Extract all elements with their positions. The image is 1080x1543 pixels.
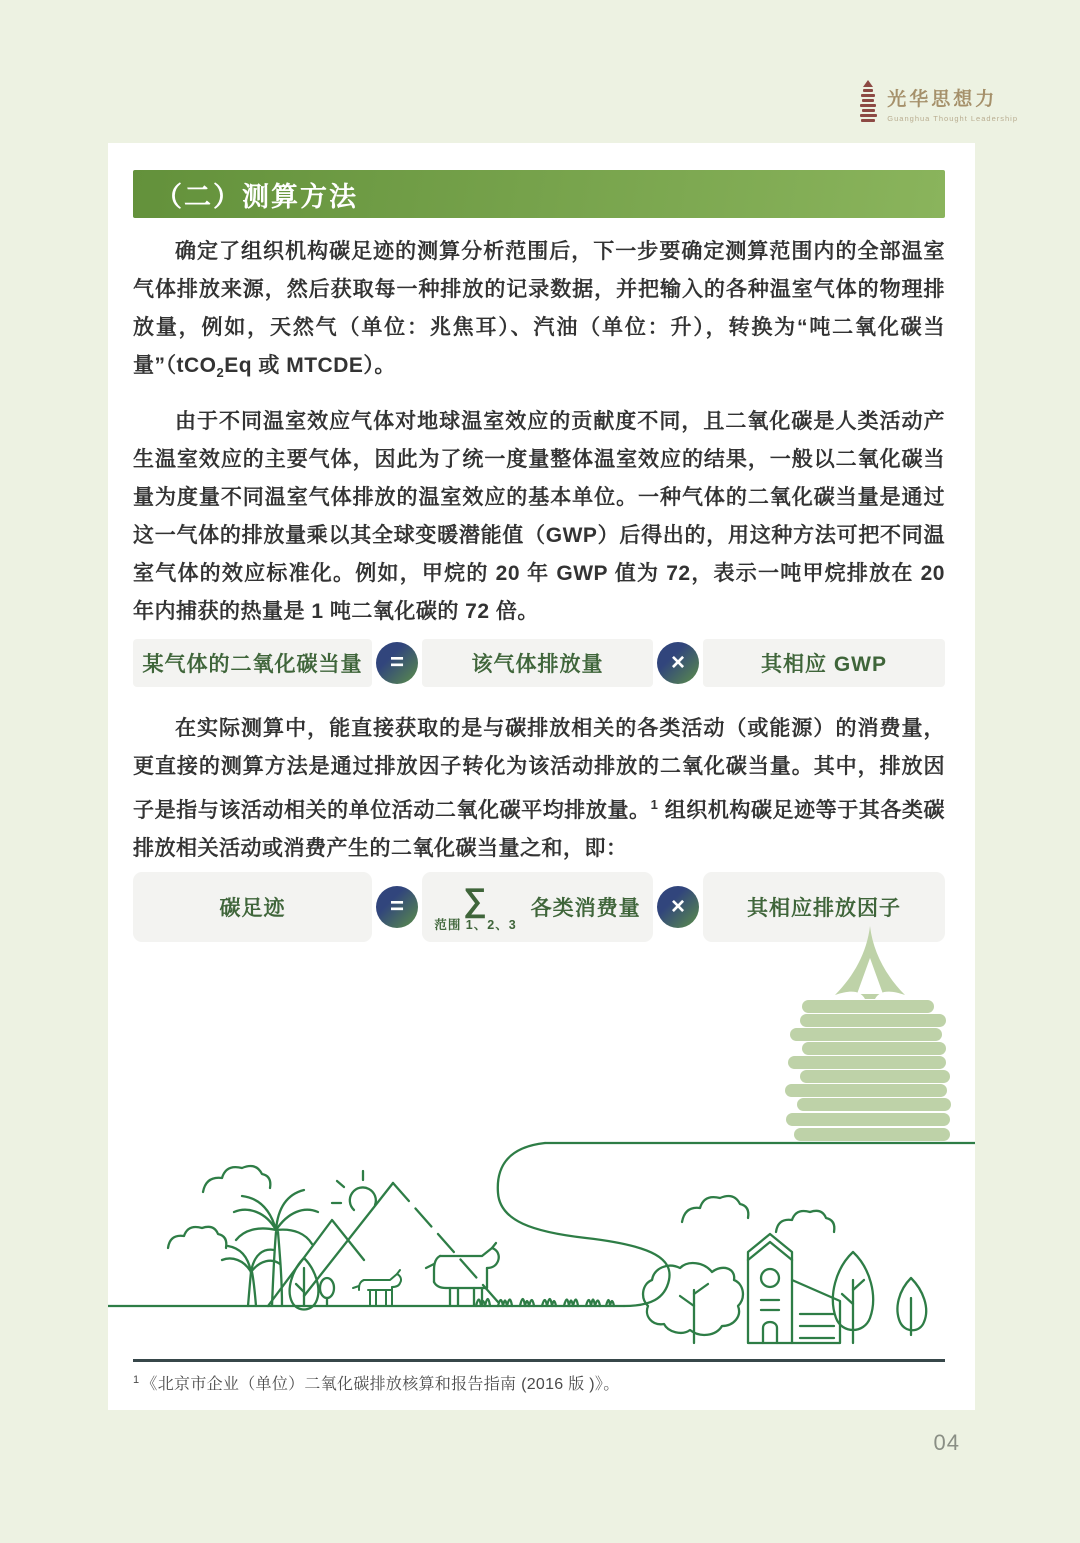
clouds-left xyxy=(168,1166,270,1248)
pagoda-illustration xyxy=(785,926,951,1141)
section-title: （二）测算方法 xyxy=(155,181,358,212)
sigma-icon: ∑ xyxy=(463,880,488,918)
s-curve-path xyxy=(498,1143,670,1306)
paragraph-3-text: 在实际测算中，能直接获取的是与碳排放相关的各类活动（或能源）的消费量，更直接的测算方法是通过排放因子转化为该活动排放的二氧化碳当量。其中，排放因子是指与该活动相关的单位活动二氧化碳平均排放量。 xyxy=(133,717,945,823)
formula-gwp xyxy=(133,639,945,687)
paragraph-1-text: 确定了组织机构碳足迹的测算分析范围后，下一步要确定测算范围内的全部温室气体排放来源，然后获取每一种排放的记录数据，并把输入的各种温室气体的物理排放量，例如，天然气（单位：兆焦耳）、汽油（单位：升），转换为“吨二氧化碳当量”（tCO xyxy=(133,240,945,377)
cow-large xyxy=(426,1243,499,1305)
logo-text xyxy=(887,89,1018,123)
equals-icon: = xyxy=(376,886,418,928)
section-header-bar xyxy=(133,170,945,218)
formula2-right-box: 其相应排放因子 xyxy=(703,872,945,942)
formula1-right-box: 其相应 GWP xyxy=(703,639,945,687)
multiply-icon: × xyxy=(657,642,699,684)
cow-small xyxy=(353,1270,401,1305)
equals-icon: = xyxy=(376,642,418,684)
co2-subscript: 2 xyxy=(216,365,225,381)
paragraph-1-tail: Eq 或 MTCDE）。 xyxy=(224,354,396,377)
logo-english-name: Guanghua Thought Leadership xyxy=(887,114,1018,123)
logo-pagoda-icon xyxy=(858,80,878,132)
footnote-number: 1 xyxy=(133,1373,140,1386)
paragraph-3-tail: 组织机构碳足迹等于其各类碳排放相关活动或消费产生的二氧化碳当量之和，即： xyxy=(133,799,945,861)
footnote-ref-marker: 1 xyxy=(650,797,659,813)
multiply-icon: × xyxy=(657,886,699,928)
sigma-scope-label: 范围 1、2、3 xyxy=(434,917,517,932)
content-card xyxy=(108,143,975,1410)
round-tree xyxy=(643,1263,743,1343)
clouds-right xyxy=(682,1196,834,1232)
logo-chinese-name: 光华思想力 xyxy=(887,89,998,110)
paragraph-2: 由于不同温室效应气体对地球温室效应的贡献度不同，且二氧化碳是人类活动产生温室效应的主要气体，因此为了统一度量整体温室效应的结果，一般以二氧化碳当量为度量不同温室气体排放的温室效应的基本单位。一种气体的二氧化碳当量是通过这一气体的排放量乘以其全球变暖潜能值（GWP）后得出的，用这种方法可把不同温室气体的效应标准化。例如，甲烷的 20 年 GWP 值为 72，表示一吨甲烷排放在 20 年内捕获的热量是 1 吨二氧化碳的 72 倍。 xyxy=(133,410,945,624)
guanghua-logo xyxy=(858,80,1018,132)
paragraph-1 xyxy=(133,233,945,392)
footnote xyxy=(133,1359,945,1394)
paragraph-3 xyxy=(133,710,945,868)
formula2-left-box: 碳足迹 xyxy=(133,872,372,942)
formula1-left-box: 某气体的二氧化碳当量 xyxy=(133,639,372,687)
sun-icon xyxy=(332,1171,376,1210)
page-number: 04 xyxy=(933,1430,960,1455)
formula2-consumption-label: 各类消费量 xyxy=(530,897,641,921)
leaf-trees xyxy=(833,1252,926,1343)
landscape-illustration xyxy=(108,900,975,1370)
formula1-middle-box: 该气体排放量 xyxy=(422,639,653,687)
footnote-text: 《北京市企业（单位）二氧化碳排放核算和报告指南 (2016 版 )》。 xyxy=(141,1376,620,1393)
church-building xyxy=(748,1234,792,1343)
